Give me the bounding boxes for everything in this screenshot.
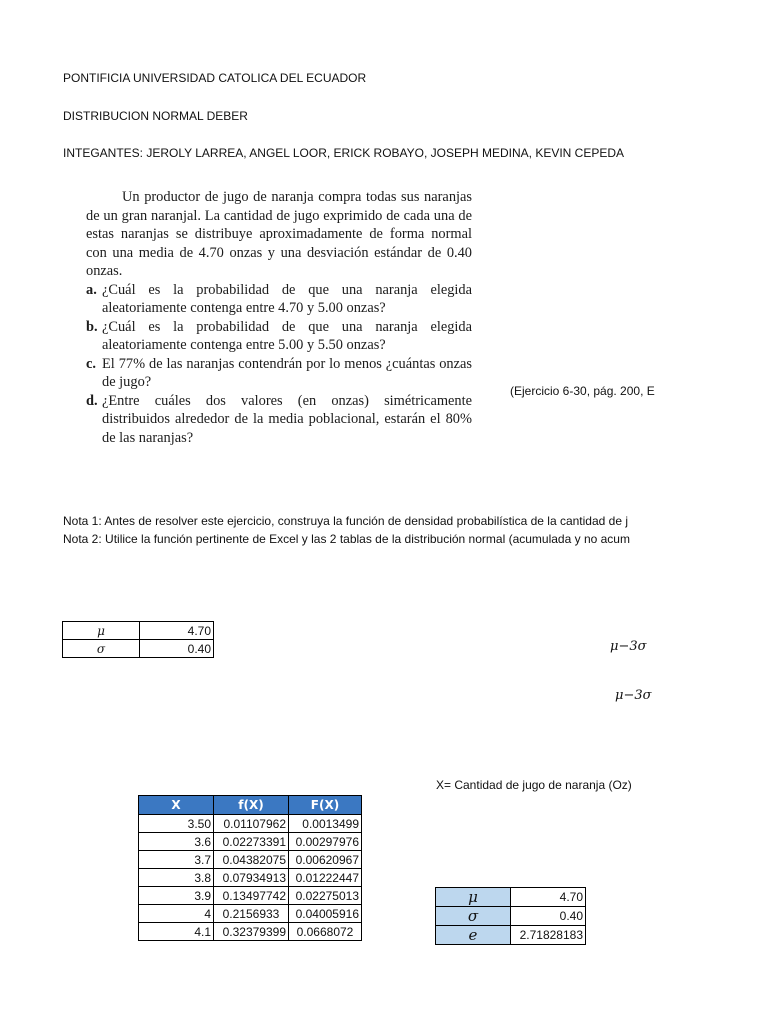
x-cell[interactable]: 4.1 — [139, 923, 214, 941]
cumulative-cell[interactable]: 0.02275013 — [289, 887, 362, 905]
cumulative-cell[interactable]: 0.00620967 — [289, 851, 362, 869]
sigma-label[interactable]: σ — [436, 907, 511, 926]
density-cell[interactable]: 0.2156933 — [214, 905, 289, 923]
density-cell[interactable]: 0.07934913 — [214, 869, 289, 887]
team-members: INTEGANTES: JEROLY LARREA, ANGEL LOOR, ERICK ROBAYO, JOSEPH MEDINA, KEVIN CEPEDA — [63, 146, 625, 160]
question-text: ¿Entre cuáles dos valores (en onzas) simétricamente distribuidos alrededor de la media poblacional, estarán el 80% de las naranjas? — [102, 392, 472, 446]
question-item — [86, 392, 472, 448]
question-text: ¿Cuál es la probabilidad de que una naranja elegida aleatoriamente contenga entre 5.00 y 5.50 onzas? — [102, 318, 472, 353]
question-letter: d. — [86, 392, 98, 409]
formula-mu-minus-3-sigma-2: μ−3σ — [615, 688, 652, 703]
mu-label[interactable]: μ — [63, 622, 140, 640]
cumulative-cell[interactable]: 0.00297976 — [289, 833, 362, 851]
x-cell[interactable]: 3.6 — [139, 833, 214, 851]
table-row — [63, 640, 214, 658]
x-cell[interactable]: 3.7 — [139, 851, 214, 869]
mu-value[interactable]: 4.70 — [511, 888, 586, 907]
question-letter: c. — [86, 355, 96, 372]
sigma-value[interactable]: 0.40 — [140, 640, 214, 658]
constants-table — [435, 887, 586, 945]
header-cumulative[interactable]: F(X) — [289, 796, 362, 815]
problem-scan — [86, 188, 472, 447]
question-text: El 77% de las naranjas contendrán por lo menos ¿cuántas onzas de jugo? — [102, 355, 472, 390]
note-2: Nota 2: Utilice la función pertinente de Excel y las 2 tablas de la distribución normal (acumulada y no acum — [63, 532, 630, 546]
formula-mu-minus-3-sigma: μ−3σ — [610, 639, 647, 654]
table-row — [139, 869, 362, 887]
header-x[interactable]: X — [139, 796, 214, 815]
cumulative-cell[interactable]: 0.0013499 — [289, 815, 362, 833]
x-cell[interactable]: 4 — [139, 905, 214, 923]
cumulative-cell[interactable]: 0.04005916 — [289, 905, 362, 923]
density-cell[interactable]: 0.32379399 — [214, 923, 289, 941]
cumulative-cell[interactable]: 0.0668072 — [289, 923, 362, 941]
table-row — [139, 833, 362, 851]
question-item — [86, 355, 472, 392]
institution-name: PONTIFICIA UNIVERSIDAD CATOLICA DEL ECUADOR — [63, 71, 367, 85]
euler-label[interactable]: e — [436, 926, 511, 945]
density-cell[interactable]: 0.04382075 — [214, 851, 289, 869]
x-cell[interactable]: 3.50 — [139, 815, 214, 833]
question-item — [86, 318, 472, 355]
table-row — [436, 888, 586, 907]
table-row — [436, 907, 586, 926]
table-row — [139, 923, 362, 941]
header-density[interactable]: f(X) — [214, 796, 289, 815]
variable-definition: X= Cantidad de jugo de naranja (Oz) — [436, 778, 632, 792]
sigma-label[interactable]: σ — [63, 640, 140, 658]
table-row — [139, 851, 362, 869]
table-header-row — [139, 796, 362, 815]
question-letter: b. — [86, 318, 98, 335]
table-row — [139, 815, 362, 833]
table-row — [139, 905, 362, 923]
euler-value[interactable]: 2.71828183 — [511, 926, 586, 945]
mu-label[interactable]: μ — [436, 888, 511, 907]
question-item — [86, 281, 472, 318]
problem-questions — [86, 281, 472, 448]
note-1: Nota 1: Antes de resolver este ejercicio, construya la función de densidad probabilística de la cantidad de j — [63, 514, 629, 528]
question-text: ¿Cuál es la probabilidad de que una naranja elegida aleatoriamente contenga entre 4.70 y 5.00 onzas? — [102, 281, 472, 316]
question-letter: a. — [86, 281, 97, 298]
table-row — [139, 887, 362, 905]
sigma-value[interactable]: 0.40 — [511, 907, 586, 926]
assignment-title: DISTRIBUCION NORMAL DEBER — [63, 109, 248, 123]
table-row — [436, 926, 586, 945]
mu-value[interactable]: 4.70 — [140, 622, 214, 640]
problem-statement: Un productor de jugo de naranja compra todas sus naranjas de un gran naranjal. La cantidad de jugo exprimido de cada una de estas naranjas se distribuye aproximadamente de forma normal con una media de 4.70 onzas y una desviación estándar de 0.40 onzas. — [86, 189, 472, 279]
density-cell[interactable]: 0.02273391 — [214, 833, 289, 851]
distribution-table — [138, 795, 362, 941]
density-cell[interactable]: 0.13497742 — [214, 887, 289, 905]
table-row — [63, 622, 214, 640]
density-cell[interactable]: 0.01107962 — [214, 815, 289, 833]
parameters-table — [62, 621, 214, 658]
x-cell[interactable]: 3.8 — [139, 869, 214, 887]
exercise-reference: (Ejercicio 6-30, pág. 200, E — [510, 384, 655, 398]
cumulative-cell[interactable]: 0.01222447 — [289, 869, 362, 887]
x-cell[interactable]: 3.9 — [139, 887, 214, 905]
